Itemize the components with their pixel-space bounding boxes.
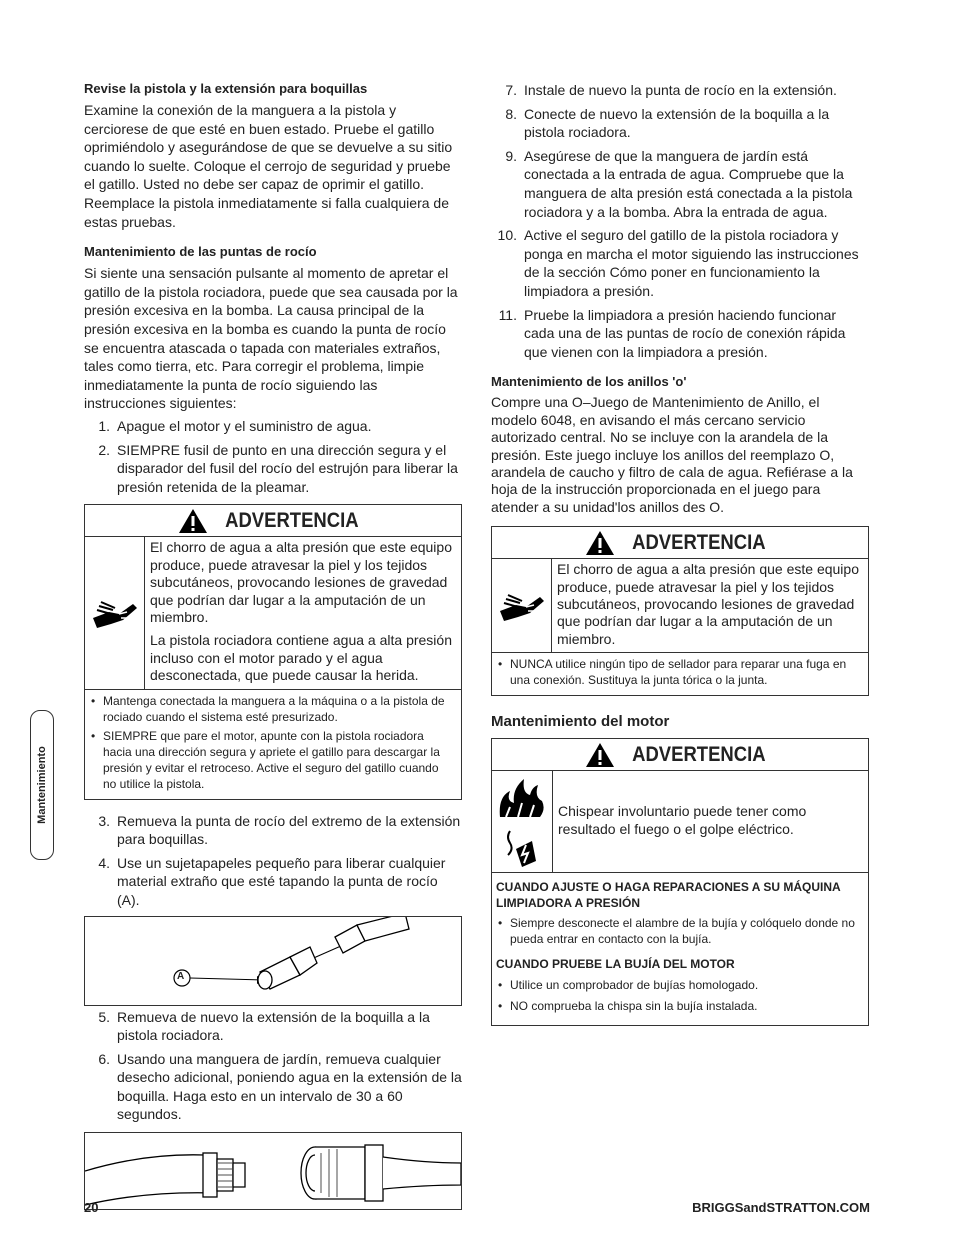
- warning-bullet: • NUNCA utilice ningún tipo de sellador para reparar una fuga en una conexión. Sustituya la junta tórica o la junta.: [496, 656, 862, 688]
- side-tab-label: Mantenimiento: [36, 746, 48, 824]
- warning-title: ADVERTENCIA: [225, 508, 359, 532]
- warning-box-spark: [491, 738, 869, 1026]
- warning-subheading: CUANDO PRUEBE LA BUJÍA DEL MOTOR: [496, 957, 735, 972]
- left-column: [84, 80, 462, 1210]
- warning-text: El chorro de agua a alta presión que este equipo produce, puede atravesar la piel y los tejidos subcutáneos, provocando lesiones de gravedad que podrían dar lugar a la amputación de un miembro.: [150, 539, 452, 625]
- warning-bullet: • Siempre desconecte el alambre de la bujía y colóquelo donde no pueda entrar en contacto con la bujía.: [496, 915, 862, 947]
- injection-hazard-icon: [492, 559, 552, 652]
- list-item: 7. Instale de nuevo la punta de rocío en la extensión.: [505, 82, 837, 98]
- steps-list-b: [84, 812, 462, 910]
- warning-bullet: • NO comprueba la chispa sin la bujía instalada.: [496, 998, 862, 1014]
- warning-box-sealer: [491, 526, 869, 696]
- list-item: 3. Remueva la punta de rocío del extremo de la extensión para boquillas.: [98, 812, 461, 848]
- hose-coupling-illustration: [85, 1133, 461, 1209]
- figure-hose-coupling: [84, 1132, 462, 1210]
- section-heading-spray-tips: Mantenimiento de las puntas de rocío: [84, 244, 317, 260]
- warning-bullet: • SIEMPRE que pare el motor, apunte con la pistola rociadora hacia una dirección segura y apriete el gatillo para descargar la presión y evitar el retroceso. Active el seguro del gatillo cuando no utilice la pistola.: [89, 728, 455, 792]
- warning-title: ADVERTENCIA: [632, 530, 766, 554]
- list-item: 11. Pruebe la limpiadora a presión haciendo funcionar cada una de las puntas de rocío de conexión rápida que vienen con la limpiadora a presión.: [498, 306, 846, 360]
- warning-subheading: CUANDO AJUSTE O HAGA REPARACIONES A SU MÁQUINA LIMPIADORA A PRESIÓN: [496, 880, 841, 911]
- warning-text: Chispear involuntario puede tener como resultado el fuego o el golpe eléctrico.: [558, 803, 807, 837]
- warning-triangle-icon: [178, 508, 208, 534]
- right-column: [491, 80, 869, 1036]
- steps-list-a: [84, 417, 462, 496]
- list-item: 8. Conecte de nuevo la extensión de la boquilla a la pistola rociadora.: [505, 105, 830, 141]
- warning-bullet: • Mantenga conectada la manguera a la máquina o a la pistola de rociado cuando el sistema esté presurizado.: [89, 693, 455, 725]
- page-number: 20: [84, 1200, 99, 1215]
- list-item: 2. SIEMPRE fusil de punto en una dirección segura y el disparador del fusil del rocío del estrujón para liberar la presión retenida de la pleamar.: [98, 441, 458, 495]
- electric-shock-icon: [502, 825, 542, 867]
- list-item: 5. Remueva de nuevo la extensión de la boquilla a la pistola rociadora.: [98, 1008, 430, 1044]
- list-item: 4. Use un sujetapapeles pequeño para liberar cualquier material extraño que esté tapando la punta de rocío (A).: [98, 854, 446, 908]
- spray-tip-illustration: [85, 917, 461, 1005]
- section-side-tab: [30, 710, 54, 860]
- warning-bullet: • Utilice un comprobador de bujías homologado.: [496, 977, 862, 993]
- figure-label-a: A: [177, 970, 185, 982]
- list-item: 9. Asegúrese de que la manguera de jardín está conectada a la entrada de agua. Compruebe que la manguera de alta presión está conectada a la pistola rociadora y a la bomba. Abra la entrada de agua.: [505, 147, 853, 220]
- list-item: 6. Usando una manguera de jardín, remueva cualquier desecho adicional, poniendo agua en la extensión de la boquilla. Haga esto en un intervalo de 30 a 60 segundos.: [98, 1050, 462, 1123]
- website-link[interactable]: BRIGGSandSTRATTON.COM: [692, 1200, 870, 1215]
- warning-triangle-icon: [585, 530, 615, 556]
- section-heading-orings: Mantenimiento de los anillos 'o': [491, 374, 687, 390]
- steps-list-right: [491, 81, 869, 361]
- list-item: 10. Active el seguro del gatillo de la pistola rociadora y ponga en marcha el motor siguiendo las instrucciones de la sección Cómo poner en funcionamiento la limpiadora a presión.: [497, 227, 859, 299]
- paragraph-orings: Compre una O–Juego de Mantenimiento de Anillo, el modelo 6048, en avisando el más cercano servicio autorizado central. No se incluye con la arandela de la presión. Este juego incluye los anillos del reemplazo O, arandela de caucho y filtro de cala de agua. Refiérase a la hoja de la instrucción proporcionada en el juego para atender a su unidad'los anillos des O.: [491, 394, 853, 515]
- warning-header: [85, 505, 461, 537]
- list-item: 1. Apague el motor y el suministro de agua.: [98, 417, 372, 434]
- warning-text: La pistola rociadora contiene agua a alta presión incluso con el motor parado y el agua desconectada, que puede causar la herida.: [150, 632, 452, 684]
- warning-title: ADVERTENCIA: [632, 742, 766, 766]
- steps-list-c: [84, 1008, 462, 1125]
- figure-spray-tip: [84, 916, 462, 1006]
- fire-icon: [496, 777, 548, 819]
- paragraph-spray-tips: Si siente una sensación pulsante al momento de apretar el gatillo de la pistola rociadora, puede que sea causada por la presión excesiva en la bomba. La causa principal de la presión excesiva en la bomba es cuando la punta de rocío se encuentra atascada o tapada con materiales extraños, tales como tierra, etc. Para corregir el problema, limpie inmediatamente la punta de rocío siguiendo las instrucciones siguientes:: [84, 265, 458, 412]
- paragraph-pistol: Examine la conexión de la manguera a la pistola y cerciorese de que esté en buen estado. Pruebe el gatillo oprimiéndolo y asegurándose de que se devuelve a su sitio cuando lo suelte. Coloque el cerrojo de seguridad y pruebe el gatillo. Usted no debe ser capaz de oprimir el gatillo. Reemplace la pistola inmediatamente si falla cualquiera de estas pruebas.: [84, 102, 453, 230]
- injection-hazard-icon: [85, 537, 145, 688]
- section-heading-motor: Mantenimiento del motor: [491, 713, 670, 731]
- warning-text: El chorro de agua a alta presión que este equipo produce, puede atravesar la piel y los tejidos subcutáneos, provocando lesiones de gravedad que podrían dar lugar a la amputación de un miembro.: [557, 561, 859, 647]
- section-heading-pistol: Revise la pistola y la extensión para boquillas: [84, 81, 368, 96]
- warning-triangle-icon: [585, 742, 615, 768]
- warning-box-spray: [84, 504, 462, 799]
